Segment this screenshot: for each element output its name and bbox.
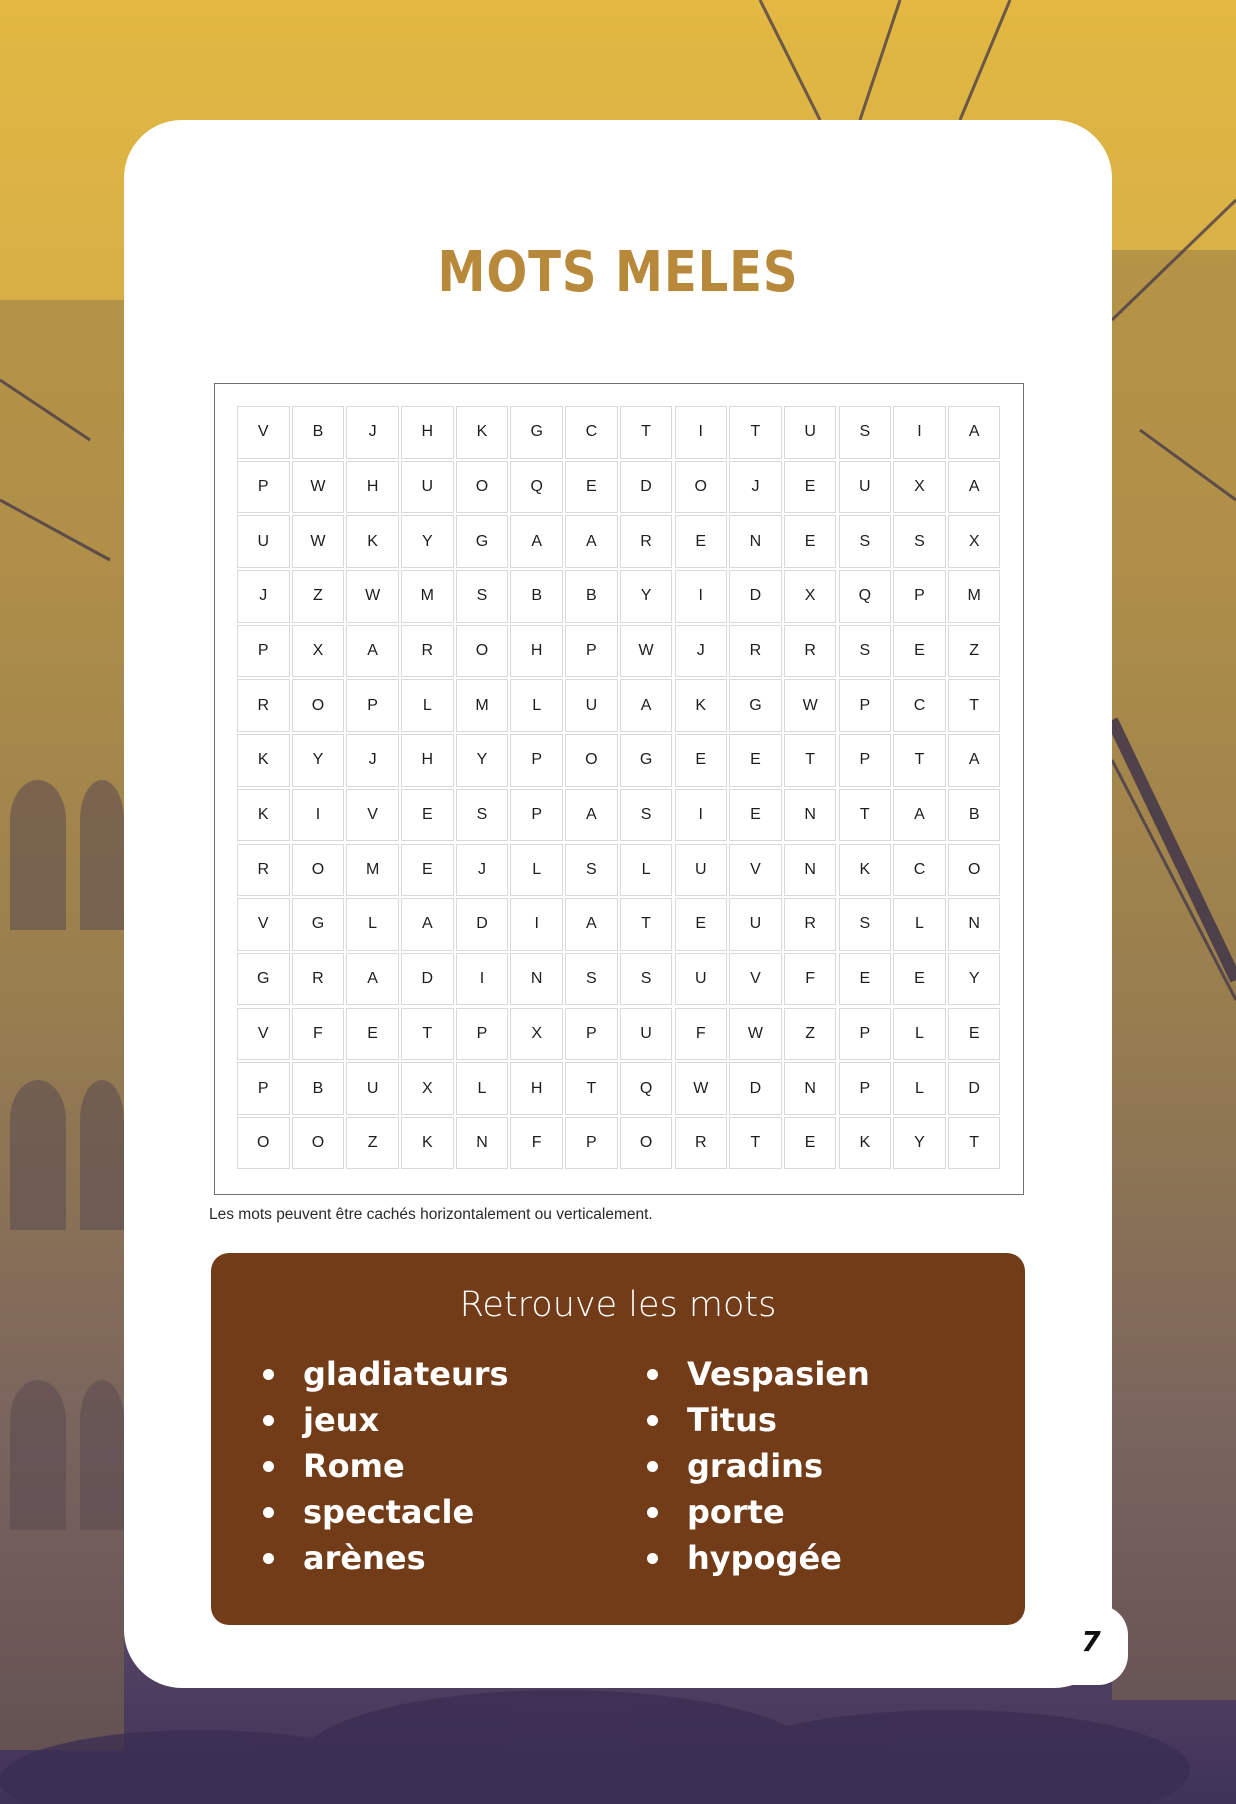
grid-cell: E <box>784 461 837 514</box>
grid-cell: X <box>292 625 345 678</box>
grid-cell: P <box>839 679 892 732</box>
grid-cell: E <box>729 734 782 787</box>
bullet-icon <box>263 1369 274 1380</box>
grid-cell: S <box>456 570 509 623</box>
grid-cell: P <box>510 734 563 787</box>
grid-cell: G <box>237 953 290 1006</box>
grid-cell: T <box>893 734 946 787</box>
grid-cell: O <box>292 844 345 897</box>
grid-cell: S <box>565 844 618 897</box>
grid-cell: L <box>893 1008 946 1061</box>
grid-cell: E <box>729 789 782 842</box>
grid-cell: W <box>292 515 345 568</box>
grid-cell: K <box>237 789 290 842</box>
grid-cell: M <box>401 570 454 623</box>
grid-cell: E <box>948 1008 1001 1061</box>
grid-cell: U <box>401 461 454 514</box>
grid-cell: Z <box>346 1117 399 1170</box>
grid-cell: Q <box>839 570 892 623</box>
grid-cell: G <box>456 515 509 568</box>
grid-cell: K <box>675 679 728 732</box>
grid-cell: A <box>565 789 618 842</box>
grid-cell: E <box>401 789 454 842</box>
grid-cell: S <box>893 515 946 568</box>
grid-cell: P <box>237 1062 290 1115</box>
grid-cell: N <box>456 1117 509 1170</box>
grid-cell: K <box>839 1117 892 1170</box>
grid-cell: A <box>346 625 399 678</box>
word-list-item: Titus <box>647 1397 870 1443</box>
grid-cell: L <box>401 679 454 732</box>
grid-cell: H <box>346 461 399 514</box>
grid-cell: U <box>729 898 782 951</box>
grid-cell: N <box>784 1062 837 1115</box>
grid-cell: H <box>401 406 454 459</box>
word-list-item: Rome <box>263 1443 509 1489</box>
grid-cell: J <box>346 734 399 787</box>
grid-cell: H <box>401 734 454 787</box>
grid-cell: R <box>729 625 782 678</box>
grid-cell: S <box>620 789 673 842</box>
grid-cell: A <box>948 406 1001 459</box>
grid-cell: R <box>237 844 290 897</box>
grid-cell: H <box>510 1062 563 1115</box>
grid-cell: L <box>456 1062 509 1115</box>
grid-cell: V <box>346 789 399 842</box>
grid-cell: M <box>948 570 1001 623</box>
grid-cell: P <box>839 1008 892 1061</box>
grid-cell: V <box>237 1008 290 1061</box>
grid-cell: A <box>565 515 618 568</box>
grid-cell: E <box>675 898 728 951</box>
grid-cell: O <box>565 734 618 787</box>
grid-cell: Y <box>948 953 1001 1006</box>
bullet-icon <box>263 1461 274 1472</box>
grid-cell: O <box>675 461 728 514</box>
page-number: 7 <box>1081 1625 1101 1658</box>
grid-cell: X <box>510 1008 563 1061</box>
grid-cell: E <box>346 1008 399 1061</box>
bullet-icon <box>263 1415 274 1426</box>
grid-cell: B <box>948 789 1001 842</box>
grid-cell: A <box>948 734 1001 787</box>
page-title: MOTS MELES <box>437 240 799 305</box>
grid-cell: X <box>893 461 946 514</box>
grid-cell: I <box>292 789 345 842</box>
grid-cell: N <box>948 898 1001 951</box>
word-list-item: Vespasien <box>647 1351 870 1397</box>
word-list-left-column <box>263 1351 509 1581</box>
grid-cell: N <box>729 515 782 568</box>
grid-cell: L <box>346 898 399 951</box>
bullet-icon <box>647 1415 658 1426</box>
grid-cell: P <box>346 679 399 732</box>
grid-cell: A <box>401 898 454 951</box>
word-list-item: gradins <box>647 1443 870 1489</box>
word-list-panel <box>211 1253 1025 1625</box>
grid-cell: P <box>565 1008 618 1061</box>
grid-cell: N <box>784 844 837 897</box>
grid-cell: Z <box>948 625 1001 678</box>
grid-cell: S <box>456 789 509 842</box>
grid-cell: E <box>893 625 946 678</box>
grid-cell: R <box>292 953 345 1006</box>
word-search-grid-frame <box>214 383 1024 1195</box>
grid-cell: S <box>565 953 618 1006</box>
grid-cell: B <box>565 570 618 623</box>
grid-cell: E <box>565 461 618 514</box>
grid-cell: J <box>675 625 728 678</box>
grid-cell: S <box>839 515 892 568</box>
grid-cell: R <box>784 625 837 678</box>
grid-cell: A <box>893 789 946 842</box>
grid-cell: Y <box>292 734 345 787</box>
grid-cell: O <box>948 844 1001 897</box>
grid-cell: E <box>784 1117 837 1170</box>
word-list-item: jeux <box>263 1397 509 1443</box>
grid-cell: V <box>729 953 782 1006</box>
grid-cell: A <box>565 898 618 951</box>
grid-cell: W <box>729 1008 782 1061</box>
grid-cell: O <box>237 1117 290 1170</box>
grid-cell: K <box>839 844 892 897</box>
bullet-icon <box>647 1369 658 1380</box>
grid-cell: O <box>456 461 509 514</box>
grid-cell: M <box>456 679 509 732</box>
grid-cell: I <box>456 953 509 1006</box>
grid-cell: T <box>839 789 892 842</box>
grid-cell: K <box>237 734 290 787</box>
grid-cell: U <box>675 953 728 1006</box>
grid-cell: V <box>237 898 290 951</box>
grid-cell: T <box>620 406 673 459</box>
grid-cell: K <box>456 406 509 459</box>
grid-cell: E <box>675 734 728 787</box>
grid-cell: A <box>620 679 673 732</box>
grid-cell: D <box>729 1062 782 1115</box>
grid-cell: I <box>893 406 946 459</box>
grid-cell: P <box>839 1062 892 1115</box>
grid-cell: P <box>237 625 290 678</box>
grid-cell: K <box>401 1117 454 1170</box>
grid-cell: I <box>675 406 728 459</box>
grid-cell: X <box>401 1062 454 1115</box>
grid-cell: O <box>620 1117 673 1170</box>
grid-cell: B <box>510 570 563 623</box>
grid-cell: Q <box>510 461 563 514</box>
grid-cell: D <box>620 461 673 514</box>
grid-cell: E <box>675 515 728 568</box>
grid-cell: N <box>510 953 563 1006</box>
grid-cell: L <box>510 844 563 897</box>
grid-cell: I <box>510 898 563 951</box>
grid-cell: L <box>893 898 946 951</box>
grid-cell: W <box>784 679 837 732</box>
bullet-icon <box>263 1507 274 1518</box>
grid-cell: Z <box>292 570 345 623</box>
grid-cell: W <box>346 570 399 623</box>
word-search-grid <box>237 406 1000 1169</box>
grid-cell: X <box>948 515 1001 568</box>
grid-cell: N <box>784 789 837 842</box>
grid-cell: T <box>401 1008 454 1061</box>
grid-cell: A <box>948 461 1001 514</box>
word-list-item: gladiateurs <box>263 1351 509 1397</box>
grid-cell: P <box>237 461 290 514</box>
grid-cell: K <box>346 515 399 568</box>
grid-cell: A <box>346 953 399 1006</box>
grid-cell: S <box>839 406 892 459</box>
grid-cell: V <box>237 406 290 459</box>
grid-cell: G <box>620 734 673 787</box>
grid-cell: C <box>565 406 618 459</box>
grid-cell: U <box>784 406 837 459</box>
grid-cell: L <box>510 679 563 732</box>
grid-cell: A <box>510 515 563 568</box>
word-list-item: spectacle <box>263 1489 509 1535</box>
bullet-icon <box>647 1507 658 1518</box>
grid-cell: S <box>620 953 673 1006</box>
grid-cell: D <box>729 570 782 623</box>
grid-cell: P <box>893 570 946 623</box>
grid-cell: J <box>346 406 399 459</box>
grid-cell: T <box>948 1117 1001 1170</box>
grid-cell: Q <box>620 1062 673 1115</box>
grid-cell: S <box>839 898 892 951</box>
grid-cell: F <box>292 1008 345 1061</box>
grid-cell: T <box>784 734 837 787</box>
grid-cell: S <box>839 625 892 678</box>
grid-cell: U <box>346 1062 399 1115</box>
grid-cell: E <box>784 515 837 568</box>
grid-cell: R <box>675 1117 728 1170</box>
grid-cell: W <box>620 625 673 678</box>
grid-cell: Z <box>784 1008 837 1061</box>
content-card <box>124 120 1112 1688</box>
grid-cell: I <box>675 570 728 623</box>
grid-cell: T <box>948 679 1001 732</box>
grid-cell: R <box>401 625 454 678</box>
bullet-icon <box>263 1553 274 1564</box>
grid-cell: R <box>620 515 673 568</box>
word-list-right-column <box>647 1351 870 1581</box>
grid-cell: B <box>292 406 345 459</box>
grid-cell: U <box>620 1008 673 1061</box>
grid-cell: I <box>675 789 728 842</box>
grid-cell: P <box>839 734 892 787</box>
grid-cell: Y <box>456 734 509 787</box>
bullet-icon <box>647 1553 658 1564</box>
grid-cell: T <box>729 406 782 459</box>
instructions-text: Les mots peuvent être cachés horizontalement ou verticalement. <box>209 1206 653 1223</box>
grid-cell: C <box>893 844 946 897</box>
grid-cell: T <box>620 898 673 951</box>
grid-cell: X <box>784 570 837 623</box>
grid-cell: Y <box>620 570 673 623</box>
grid-cell: J <box>729 461 782 514</box>
grid-cell: U <box>675 844 728 897</box>
grid-cell: B <box>292 1062 345 1115</box>
grid-cell: O <box>292 679 345 732</box>
grid-cell: U <box>237 515 290 568</box>
grid-cell: E <box>401 844 454 897</box>
grid-cell: D <box>401 953 454 1006</box>
grid-cell: T <box>729 1117 782 1170</box>
grid-cell: C <box>893 679 946 732</box>
grid-cell: O <box>456 625 509 678</box>
grid-cell: P <box>565 625 618 678</box>
grid-cell: W <box>675 1062 728 1115</box>
grid-cell: V <box>729 844 782 897</box>
word-list-item: arènes <box>263 1535 509 1581</box>
word-list-item: hypogée <box>647 1535 870 1581</box>
grid-cell: D <box>948 1062 1001 1115</box>
grid-cell: L <box>893 1062 946 1115</box>
grid-cell: Y <box>893 1117 946 1170</box>
grid-cell: D <box>456 898 509 951</box>
grid-cell: M <box>346 844 399 897</box>
grid-cell: E <box>893 953 946 1006</box>
grid-cell: R <box>784 898 837 951</box>
grid-cell: T <box>565 1062 618 1115</box>
grid-cell: F <box>675 1008 728 1061</box>
word-list-item: porte <box>647 1489 870 1535</box>
grid-cell: E <box>839 953 892 1006</box>
grid-cell: P <box>456 1008 509 1061</box>
grid-cell: R <box>237 679 290 732</box>
grid-cell: H <box>510 625 563 678</box>
grid-cell: U <box>839 461 892 514</box>
grid-cell: G <box>729 679 782 732</box>
grid-cell: F <box>510 1117 563 1170</box>
grid-cell: J <box>456 844 509 897</box>
grid-cell: J <box>237 570 290 623</box>
grid-cell: W <box>292 461 345 514</box>
grid-cell: F <box>784 953 837 1006</box>
grid-cell: L <box>620 844 673 897</box>
grid-cell: O <box>292 1117 345 1170</box>
grid-cell: P <box>510 789 563 842</box>
grid-cell: P <box>565 1117 618 1170</box>
grid-cell: G <box>510 406 563 459</box>
grid-cell: G <box>292 898 345 951</box>
bullet-icon <box>647 1461 658 1472</box>
grid-cell: U <box>565 679 618 732</box>
word-list-title: Retrouve les mots <box>459 1285 777 1325</box>
grid-cell: Y <box>401 515 454 568</box>
